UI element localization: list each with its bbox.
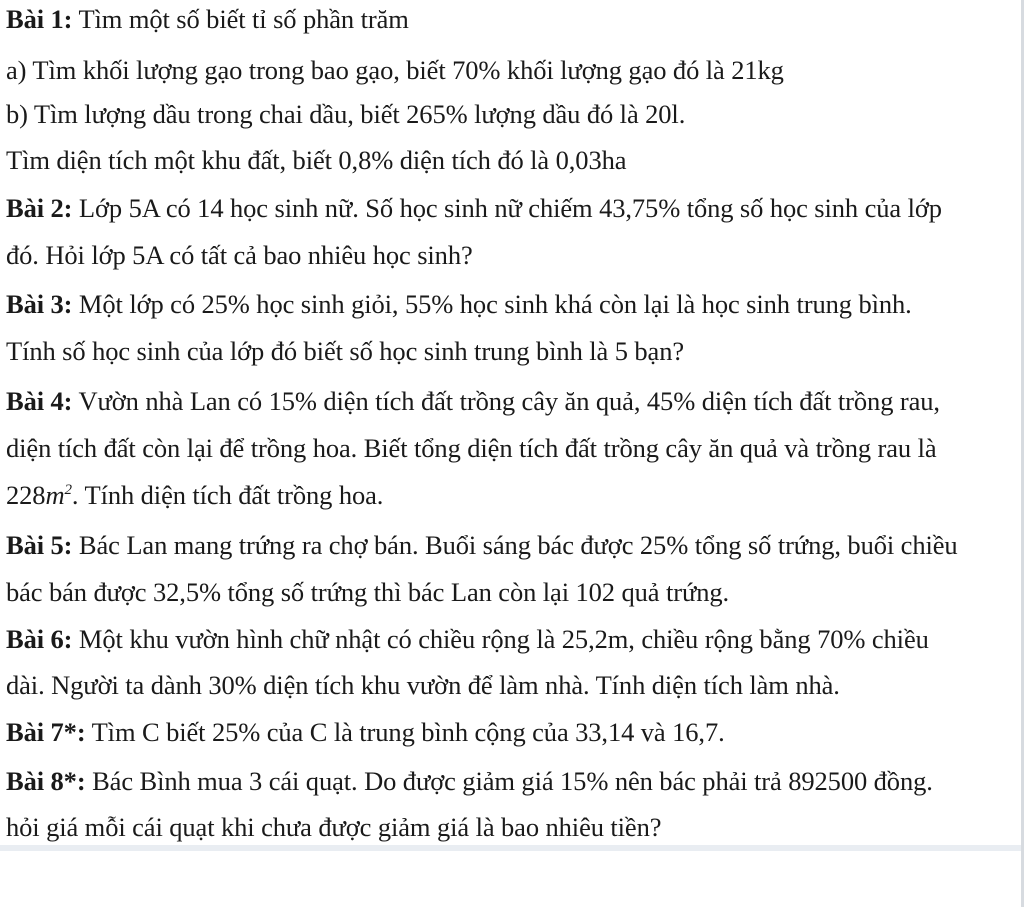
problem-1b: b) Tìm lượng dầu trong chai dầu, biết 265% lượng dầu đó là 20l.: [6, 99, 686, 129]
problem-3-label: Bài 3:: [6, 289, 73, 319]
problem-5-line-1: [6, 530, 1018, 560]
problem-3-line-1: [6, 289, 1018, 319]
problem-3-text-1: Một lớp có 25% học sinh giỏi, 55% học sinh khá còn lại là học sinh trung bình.: [78, 289, 912, 319]
problem-4-area-value: 228: [6, 480, 46, 510]
problem-8-line-2: hỏi giá mỗi cái quạt khi chưa được giảm giá là bao nhiêu tiền?: [6, 812, 662, 842]
problem-7: [6, 717, 1018, 747]
problem-6-line-2: dài. Người ta dành 30% diện tích khu vườn để làm nhà. Tính diện tích làm nhà.: [6, 670, 840, 700]
problem-6-label: Bài 6:: [6, 624, 73, 654]
problem-4-text-3: . Tính diện tích đất trồng hoa.: [71, 480, 384, 510]
problem-1-label: Bài 1:: [6, 4, 73, 34]
blank-area: [0, 851, 1024, 907]
problem-4-area-unit: m: [45, 480, 65, 510]
problem-5-label: Bài 5:: [6, 530, 73, 560]
problem-1-title: [6, 4, 1018, 34]
problem-2-line-1: [6, 193, 1018, 223]
problem-4-text-1: Vườn nhà Lan có 15% diện tích đất trồng cây ăn quả, 45% diện tích đất trồng rau,: [78, 386, 940, 416]
problem-4-line-1: [6, 386, 1018, 416]
problem-7-label: Bài 7*:: [6, 717, 86, 747]
problem-1-heading-text: Tìm một số biết tỉ số phần trăm: [78, 4, 409, 34]
problem-1c: Tìm diện tích một khu đất, biết 0,8% diện tích đó là 0,03ha: [6, 145, 627, 175]
problem-2-label: Bài 2:: [6, 193, 73, 223]
problem-3-line-2: Tính số học sinh của lớp đó biết số học sinh trung bình là 5 bạn?: [6, 336, 685, 366]
problem-4-area-exponent: 2: [64, 482, 72, 499]
problem-5-line-2: bác bán được 32,5% tổng số trứng thì bác Lan còn lại 102 quả trứng.: [6, 577, 730, 607]
problem-2-line-2: đó. Hỏi lớp 5A có tất cả bao nhiêu học sinh?: [6, 240, 473, 270]
problem-4-line-3: [6, 480, 1018, 510]
problem-4-label: Bài 4:: [6, 386, 73, 416]
problem-8-label: Bài 8*:: [6, 766, 86, 796]
problem-6-line-1: [6, 624, 1018, 654]
problem-6-text-1: Một khu vườn hình chữ nhật có chiều rộng là 25,2m, chiều rộng bằng 70% chiều: [78, 624, 929, 654]
problem-7-text: Tìm C biết 25% của C là trung bình cộng của 33,14 và 16,7.: [91, 717, 725, 747]
problem-8-text-1: Bác Bình mua 3 cái quạt. Do được giảm giá 15% nên bác phải trả 892500 đồng.: [92, 766, 933, 796]
problem-8-line-1: [6, 766, 1018, 796]
problem-1a: a) Tìm khối lượng gạo trong bao gạo, biết 70% khối lượng gạo đó là 21kg: [6, 55, 784, 85]
problem-4-line-2: diện tích đất còn lại để trồng hoa. Biết tổng diện tích đất trồng cây ăn quả và trồng rau là: [6, 433, 937, 463]
problem-5-text-1: Bác Lan mang trứng ra chợ bán. Buổi sáng bác được 25% tổng số trứng, buổi chiều: [78, 530, 958, 560]
problem-2-text-1: Lớp 5A có 14 học sinh nữ. Số học sinh nữ chiếm 43,75% tổng số học sinh của lớp: [78, 193, 942, 223]
